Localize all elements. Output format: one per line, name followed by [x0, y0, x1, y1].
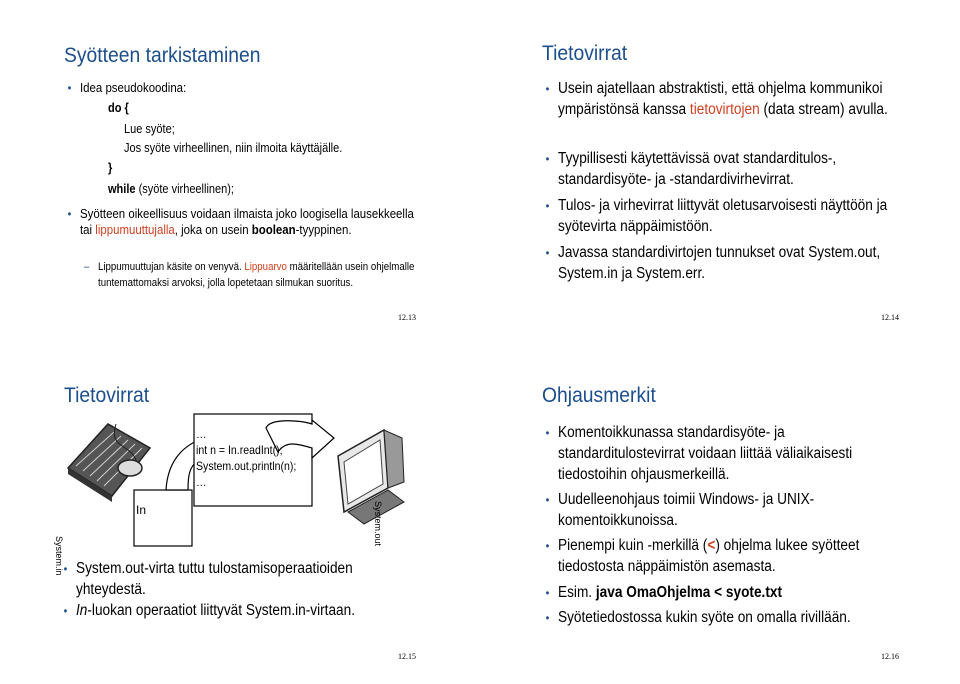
- bullet: • In-luokan operaatiot liittyvät System.in-virtaan.: [76, 600, 410, 621]
- system-out-label: System.out: [373, 501, 383, 547]
- in-class-box: [134, 490, 192, 546]
- pseudocode-line: Lue syöte;: [124, 122, 175, 136]
- slide-title: Syötteen tarkistaminen: [64, 44, 261, 67]
- bullet: • Pienempi kuin -merkillä (<) ohjelma lukee syötteet tiedostosta näppäimistön asemasta.: [545, 537, 860, 575]
- slide-12-13: [38, 18, 438, 308]
- slide-title: Tietovirrat: [542, 42, 628, 65]
- code-line: …: [196, 427, 207, 441]
- slide-12-15: [38, 360, 438, 660]
- page-number: 12.13: [398, 313, 416, 322]
- page-number: 12.14: [881, 313, 899, 322]
- bullet: • Syötteen oikeellisuus voidaan ilmaista joko loogisella lausekkeella tai lippumuuttujalla, joka on usein boolean-tyyppinen.: [67, 206, 414, 237]
- bullet: • Tulos- ja virhevirrat liittyvät oletusarvoisesti näyttöön ja syötevirta näppäimistöön.: [545, 197, 888, 235]
- bullet-icon: •: [545, 586, 550, 600]
- dash-icon: –: [83, 261, 90, 273]
- bullet-icon: •: [67, 207, 72, 221]
- code-line: System.out.println(n);: [196, 459, 297, 473]
- bullet-icon: •: [67, 81, 72, 95]
- pseudocode-line: do {: [108, 101, 129, 115]
- bullet: • Syötetiedostossa kukin syöte on omalla rivillään.: [558, 607, 892, 628]
- code-line: …: [196, 475, 207, 489]
- pseudocode-line: while (syöte virheellinen);: [108, 182, 234, 196]
- bullet-icon: •: [545, 611, 550, 625]
- bullet-icon: •: [545, 152, 550, 166]
- slide-title: Ohjausmerkit: [542, 384, 656, 407]
- bullet: • Komentoikkunassa standardisyöte- ja standarditulostevirrat voidaan liittää väliaikaisesti tiedostoihin ohjausmerkeillä.: [545, 424, 853, 483]
- system-in-label: System.in: [54, 536, 64, 576]
- slide-title: Tietovirrat: [64, 384, 150, 407]
- bullet-icon: •: [63, 562, 68, 576]
- bullet: • Uudelleenohjaus toimii Windows- ja UNIX-komentoikkunoissa.: [545, 491, 815, 529]
- bullet-icon: •: [545, 426, 550, 440]
- bullet-icon: •: [545, 539, 550, 553]
- pseudocode-line: Jos syöte virheellinen, niin ilmoita käyttäjälle.: [124, 141, 343, 155]
- pseudocode-line: }: [108, 161, 113, 175]
- slide-12-16: [520, 360, 920, 660]
- code-line: int n = In.readInt();: [196, 443, 283, 457]
- bullet: • Usein ajatellaan abstraktisti, että ohjelma kommunikoi ympäristönsä kanssa tietovirtojen (data stream) avulla.: [545, 80, 888, 118]
- bullet-icon: •: [545, 199, 550, 213]
- monitor-icon: [338, 430, 404, 524]
- bullet-icon: •: [63, 604, 68, 618]
- slide-12-14: [520, 18, 920, 308]
- bullet-icon: •: [545, 82, 550, 96]
- in-label: In: [136, 503, 147, 517]
- bullet-icon: •: [545, 493, 550, 507]
- bullet: • Tyypillisesti käytettävissä ovat standarditulos-, standardisyöte- ja -standardivirhevirrat.: [545, 150, 837, 188]
- bullet: • System.out-virta tuttu tulostamisoperaatioiden yhteydestä.: [63, 560, 353, 598]
- bullet: • Esim. java OmaOhjelma < syote.txt: [558, 582, 892, 603]
- bullet: • Idea pseudokoodina:: [67, 80, 187, 95]
- sub-bullet: – Lippumuuttujan käsite on venyvä. Lippuarvo määritellään usein ohjelmalle tuntemattomaksi arvoksi, jolla lopetetaan silmukan suoritus.: [83, 261, 415, 289]
- bullet-icon: •: [545, 246, 550, 260]
- bullet: • Javassa standardivirtojen tunnukset ovat System.out, System.in ja System.err.: [545, 244, 881, 282]
- page-number: 12.15: [398, 652, 416, 661]
- page-number: 12.16: [881, 652, 899, 661]
